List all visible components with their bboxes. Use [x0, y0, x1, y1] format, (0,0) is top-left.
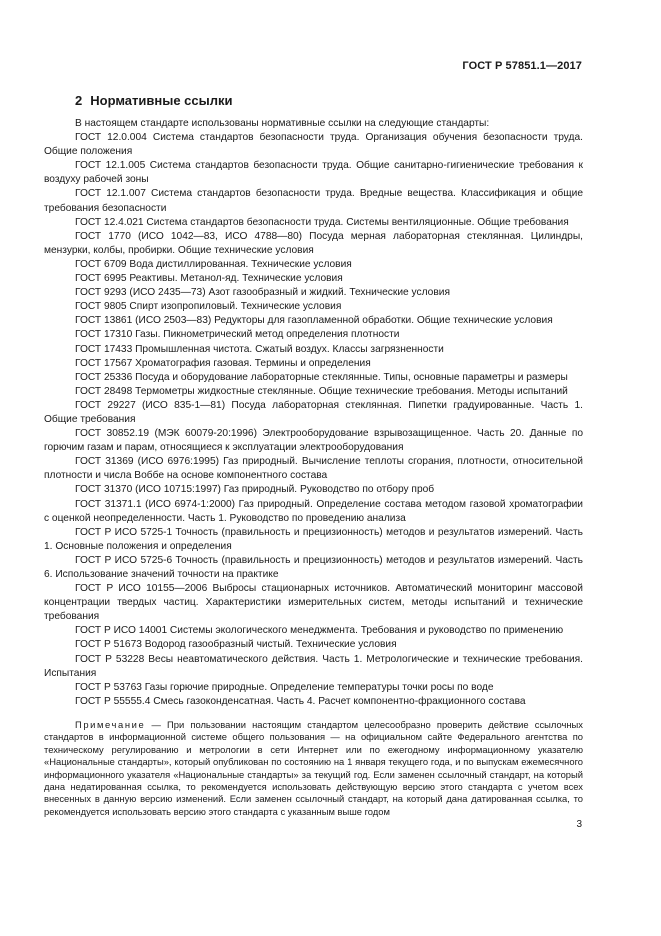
note-paragraph — [44, 719, 583, 818]
reference-item: ГОСТ Р ИСО 5725-6 Точность (правильность и прецизионность) методов и результатов измерений. Часть 6. Использование значений точности на практике — [44, 554, 583, 580]
reference-item: ГОСТ 9805 Спирт изопропиловый. Технические условия — [75, 301, 342, 313]
reference-item: ГОСТ 12.1.007 Система стандартов безопасности труда. Вредные вещества. Классификация и общие требования безопасности — [44, 188, 583, 214]
reference-item: ГОСТ 30852.19 (МЭК 60079-20:1996) Электрооборудование взрывозащищенное. Часть 20. Данные по горючим газам и парам, относящиеся к эксплуатации электрооборудования — [44, 428, 583, 454]
section-number: 2 — [75, 93, 83, 108]
reference-item: ГОСТ Р 53228 Весы неавтоматического действия. Часть 1. Метрологические и технические требования. Испытания — [44, 653, 583, 679]
reference-item: ГОСТ 6709 Вода дистиллированная. Технические условия — [75, 258, 352, 270]
reference-item: ГОСТ 29227 (ИСО 835-1—81) Посуда лабораторная стеклянная. Пипетки градуированные. Часть 1. Общие требования — [44, 399, 583, 425]
page-number: 3 — [576, 819, 582, 830]
reference-item: ГОСТ Р 51673 Водород газообразный чистый. Технические условия — [75, 639, 397, 651]
reference-item: ГОСТ Р 55555.4 Смесь газоконденсатная. Часть 4. Расчет компонентно-фракционного состава — [75, 695, 526, 707]
reference-item: ГОСТ 13861 (ИСО 2503—83) Редукторы для газопламенной обработки. Общие технические условия — [75, 315, 553, 327]
reference-item: ГОСТ 1770 (ИСО 1042—83, ИСО 4788—80) Посуда мерная лабораторная стеклянная. Цилиндры, мензурки, колбы, пробирки. Общие технические условия — [44, 230, 583, 256]
note-label: Примечание — [75, 718, 146, 730]
reference-item: ГОСТ 12.0.004 Система стандартов безопасности труда. Организация обучения безопасности труда. Общие положения — [44, 132, 583, 158]
reference-item: ГОСТ 28498 Термометры жидкостные стеклянные. Общие технические требования. Методы испытаний — [75, 385, 568, 397]
reference-item: ГОСТ 17433 Промышленная чистота. Сжатый воздух. Классы загрязненности — [75, 343, 444, 355]
reference-item: ГОСТ Р 53763 Газы горючие природные. Определение температуры точки росы по воде — [75, 681, 494, 693]
section-title: Нормативные ссылки — [90, 93, 233, 108]
reference-item: ГОСТ 31369 (ИСО 6976:1995) Газ природный. Вычисление теплоты сгорания, плотности, относительной плотности и числа Воббе на основе компонентного состава — [44, 456, 583, 482]
note-dash: — — [145, 718, 167, 730]
document-standard-code: ГОСТ Р 57851.1—2017 — [462, 60, 582, 72]
reference-item: ГОСТ 12.4.021 Система стандартов безопасности труда. Системы вентиляционные. Общие требования — [75, 216, 569, 228]
reference-item: ГОСТ 31371.1 (ИСО 6974-1:2000) Газ природный. Определение состава методом газовой хроматографии с оценкой неопределенности. Часть 1. Руководство по проведению анализа — [44, 498, 583, 524]
reference-item: ГОСТ Р ИСО 5725-1 Точность (правильность и прецизионность) методов и результатов измерений. Часть 1. Основные положения и определения — [44, 526, 583, 552]
note-text: При пользовании настоящим стандартом целесообразно проверить действие ссылочных стандартов в информационной системе общего пользования — на официальном сайте Федерального агентства по техническому регулированию и метрологии в сети Интернет или по ежегодному информационному указателю «Национальные стандарты», который опубликован по состоянию на 1 января текущего года, и по выпускам ежемесячного информационного указателя «Национальные стандарты» за текущий год. Если заменен ссылочный стандарт, на который дана недатированная ссылка, то рекомендуется использовать действующую версию этого стандарта с учетом всех внесенных в данную версию изменений. Если заменен ссылочный стандарт, на который дана датированная ссылка, то рекомендуется использовать версию этого стандарта с указанным выше годом — [44, 718, 583, 817]
reference-item: ГОСТ 6995 Реактивы. Метанол-яд. Технические условия — [75, 273, 343, 285]
intro-paragraph: В настоящем стандарте использованы нормативные ссылки на следующие стандарты: — [75, 118, 490, 129]
reference-item: ГОСТ 17567 Хроматография газовая. Термины и определения — [75, 357, 371, 369]
reference-item: ГОСТ 25336 Посуда и оборудование лабораторные стеклянные. Типы, основные параметры и размеры — [75, 371, 568, 383]
reference-item: ГОСТ 17310 Газы. Пикнометрический метод определения плотности — [75, 329, 400, 341]
reference-item: ГОСТ 9293 (ИСО 2435—73) Азот газообразный и жидкий. Технические условия — [75, 287, 450, 299]
reference-item: ГОСТ Р ИСО 10155—2006 Выбросы стационарных источников. Автоматический мониторинг массовой концентрации твердых частиц. Характеристики измерительных систем, методы испытаний и технические требования — [44, 583, 583, 623]
reference-list — [44, 131, 583, 709]
reference-item: ГОСТ 31370 (ИСО 10715:1997) Газ природный. Руководство по отбору проб — [75, 484, 435, 496]
section-body — [44, 117, 583, 828]
reference-item: ГОСТ 12.1.005 Система стандартов безопасности труда. Общие санитарно-гигиенические требования к воздуху рабочей зоны — [44, 160, 583, 186]
section-heading — [75, 93, 232, 108]
reference-item: ГОСТ Р ИСО 14001 Системы экологического менеджмента. Требования и руководство по применению — [75, 625, 564, 637]
